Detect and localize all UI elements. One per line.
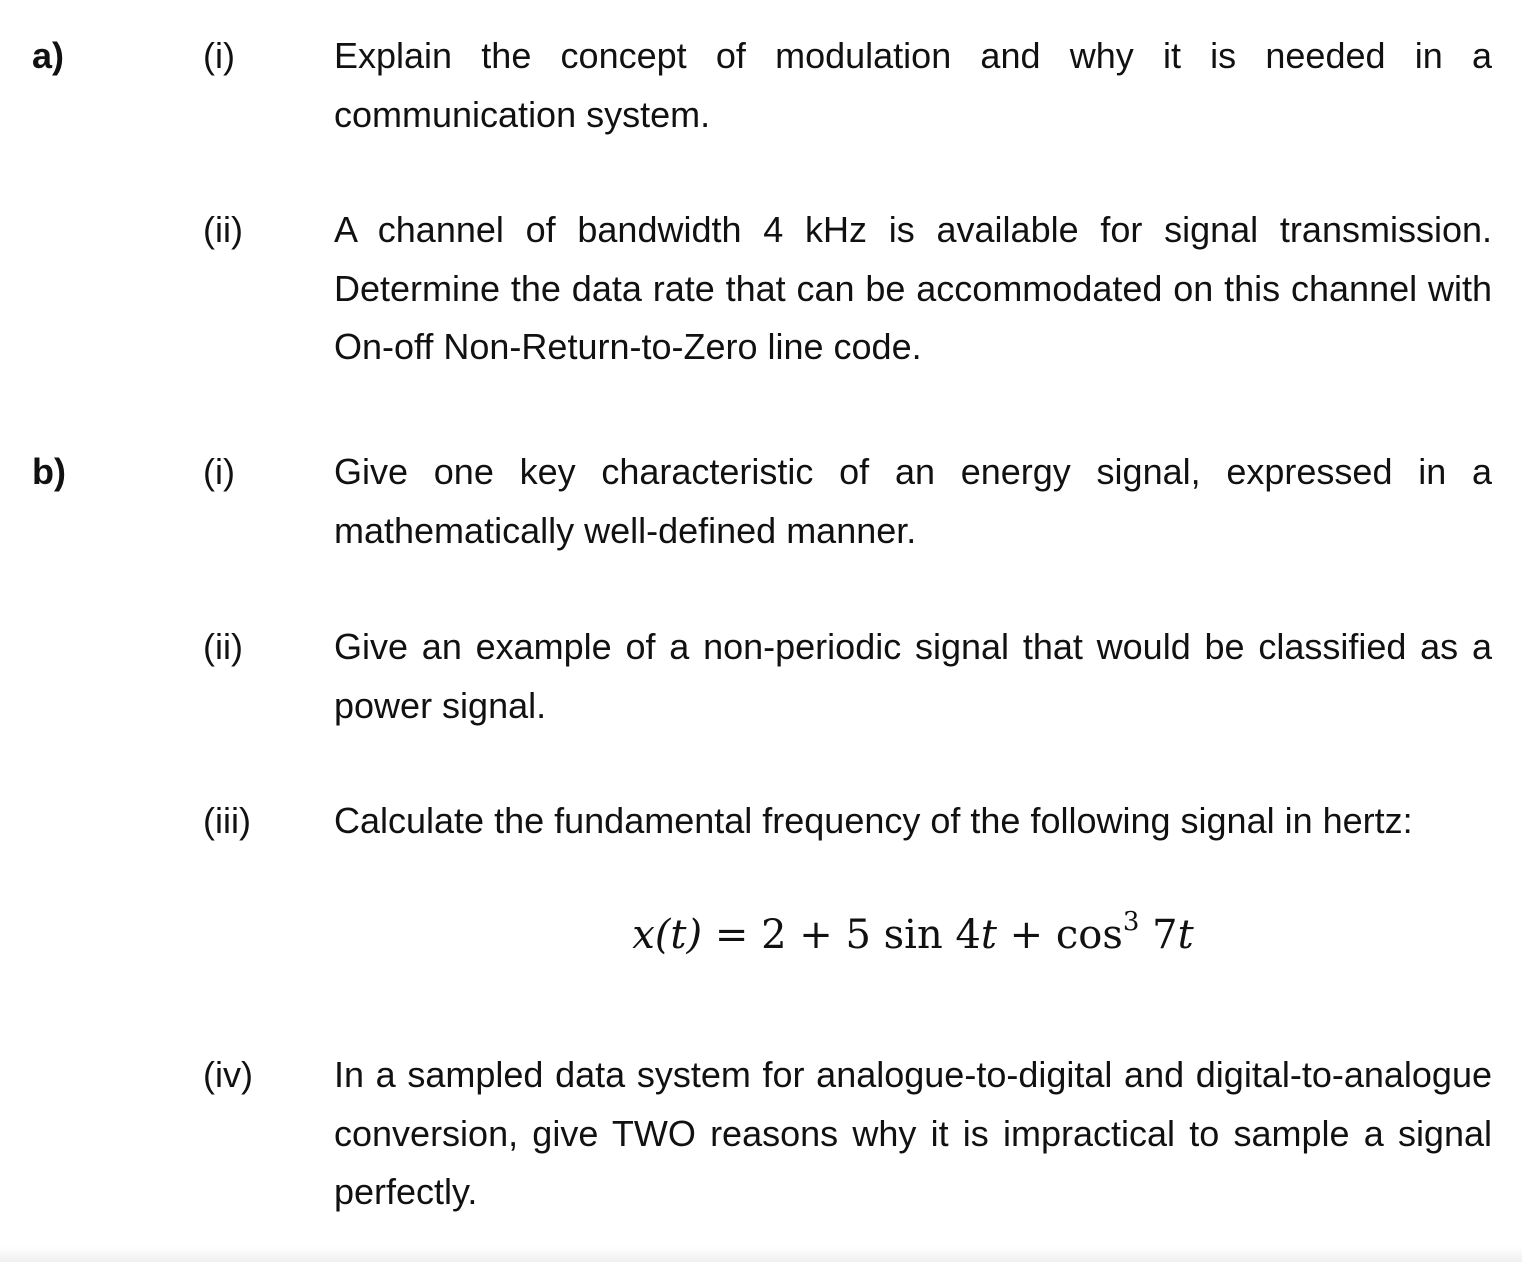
question-b-ii-number: (ii) <box>203 626 243 667</box>
question-a-i-number: (i) <box>203 35 235 76</box>
question-a-ii-text: A channel of bandwidth 4 kHz is available for signal transmission. Determine the data rate that can be accommodated on this channel with On-off Non-Return-to-Zero line code. <box>334 209 1492 367</box>
question-b-i-number: (i) <box>203 451 235 492</box>
equation-power: 3 <box>1122 907 1140 937</box>
part-b-label: b) <box>32 451 66 492</box>
question-b-iii-text: Calculate the fundamental frequency of the following signal in hertz: <box>334 800 1413 841</box>
equation-rhs-pre: 2 + 5 sin 4 <box>761 912 981 958</box>
equation-lhs: x(t) <box>632 912 703 958</box>
part-a-label: a) <box>32 35 65 76</box>
question-b-iii-number: (iii) <box>203 800 251 841</box>
equation-plus-cos: + cos <box>996 912 1123 958</box>
signal-equation <box>0 900 1522 970</box>
equation-t1: t <box>980 912 997 958</box>
question-b-iv-number: (iv) <box>203 1054 253 1095</box>
equation-rhs-post: 7 <box>1139 912 1178 958</box>
equation-equals: = <box>714 912 749 958</box>
question-a-i-text: Explain the concept of modulation and why it is needed in a communication system. <box>334 35 1492 135</box>
equation-t2: t <box>1177 912 1194 958</box>
question-b-iv-text: In a sampled data system for analogue-to-digital and digital-to-analogue conversion, give TWO reasons why it is impractical to sample a signal perfectly. <box>334 1054 1492 1212</box>
page-bottom-edge <box>0 1246 1522 1262</box>
question-b-i-text: Give one key characteristic of an energy signal, expressed in a mathematically well-defined manner. <box>334 451 1492 551</box>
question-b-ii-text: Give an example of a non-periodic signal that would be classified as a power signal. <box>334 626 1492 726</box>
question-a-ii-number: (ii) <box>203 209 243 250</box>
